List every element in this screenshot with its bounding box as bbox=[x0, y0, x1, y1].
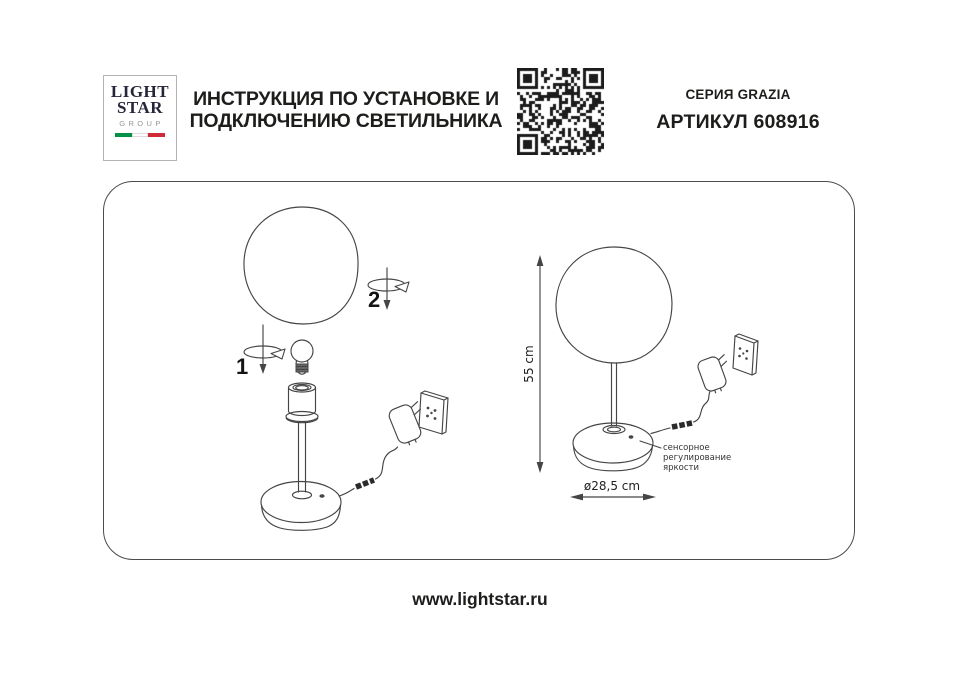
wall-socket bbox=[733, 334, 758, 375]
cable-connector bbox=[356, 480, 374, 487]
diameter-dimension-label: ø28,5 cm bbox=[583, 479, 641, 493]
lamp-base bbox=[261, 482, 341, 531]
power-cable bbox=[651, 392, 710, 434]
title-line-2: ПОДКЛЮЧЕНИЮ СВЕТИЛЬНИКА bbox=[189, 110, 503, 132]
note-leader-line bbox=[640, 441, 661, 448]
series-label: СЕРИЯ GRAZIA bbox=[685, 87, 791, 102]
power-adapter bbox=[696, 353, 735, 396]
website-url: www.lightstar.ru bbox=[412, 589, 548, 609]
light-bulb-icon bbox=[291, 340, 313, 374]
lampshade-sphere bbox=[556, 247, 672, 363]
lamp-base bbox=[573, 423, 653, 471]
lamp-stem bbox=[612, 363, 617, 426]
exploded-view-diagram bbox=[236, 207, 448, 530]
touch-control-note bbox=[640, 441, 731, 473]
logo-word-star: STAR bbox=[116, 98, 164, 117]
height-dimension bbox=[522, 255, 543, 473]
lampshade-sphere bbox=[244, 207, 358, 324]
touch-sensor-dot bbox=[629, 435, 634, 438]
power-cable bbox=[339, 447, 398, 496]
diameter-dimension bbox=[570, 479, 656, 500]
wall-socket bbox=[419, 391, 448, 434]
power-adapter bbox=[387, 400, 431, 448]
logo-word-light: LIGHT bbox=[110, 82, 170, 101]
note-line-1: сенсорное bbox=[663, 443, 710, 453]
logo-word-group: GROUP bbox=[119, 119, 164, 128]
rotate-arrow-step1-icon bbox=[244, 325, 285, 374]
note-line-2: регулирование bbox=[663, 453, 732, 463]
note-line-3: яркости bbox=[663, 463, 699, 473]
step1-number: 1 bbox=[236, 354, 249, 379]
lamp-socket bbox=[286, 383, 318, 492]
title-line-1: ИНСТРУКЦИЯ ПО УСТАНОВКЕ И bbox=[193, 88, 499, 110]
assembled-lamp-diagram bbox=[522, 247, 758, 500]
article-number: АРТИКУЛ 608916 bbox=[656, 111, 820, 133]
step2-number: 2 bbox=[368, 287, 381, 312]
height-dimension-label: 55 cm bbox=[522, 345, 536, 383]
cable-connector bbox=[672, 423, 692, 427]
touch-sensor-dot bbox=[319, 494, 324, 498]
